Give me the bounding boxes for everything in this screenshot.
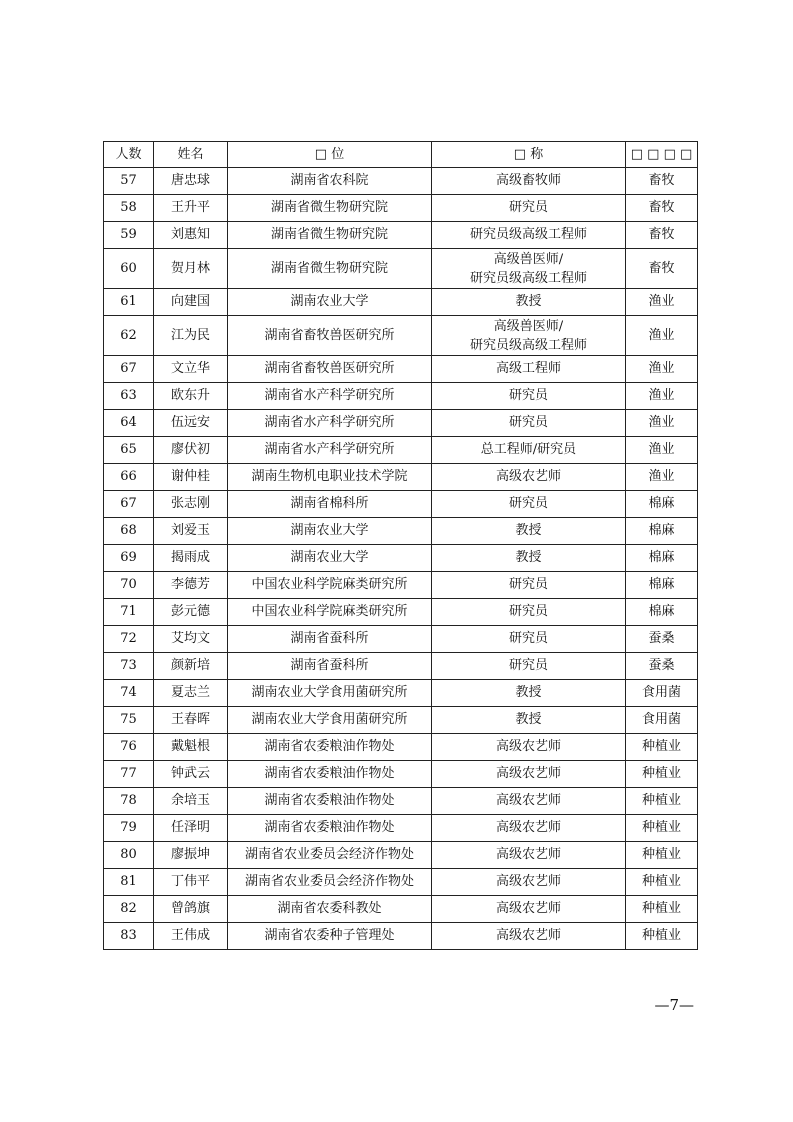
title-line: 研究员级高级工程师: [469, 270, 587, 286]
cell-field: 种植业: [626, 842, 698, 869]
table-row: [104, 222, 698, 249]
cell-count: 57: [104, 168, 154, 195]
table-row: [104, 815, 698, 842]
header-unit: □ 位: [228, 142, 432, 168]
cell-count: 67: [104, 491, 154, 518]
header-count: 人数: [104, 142, 154, 168]
cell-unit: 湖南省农委粮油作物处: [228, 761, 432, 788]
cell-field: 种植业: [626, 923, 698, 950]
cell-name: 贺月林: [154, 249, 228, 289]
cell-field: 种植业: [626, 788, 698, 815]
cell-name: 任泽明: [154, 815, 228, 842]
cell-name: 戴魁根: [154, 734, 228, 761]
table-row: [104, 599, 698, 626]
cell-title: [432, 222, 626, 249]
cell-unit: 湖南省蚕科所: [228, 653, 432, 680]
cell-field: 渔业: [626, 464, 698, 491]
table-row: [104, 707, 698, 734]
cell-count: 77: [104, 761, 154, 788]
title-line: 高级农艺师: [495, 469, 561, 484]
cell-count: 79: [104, 815, 154, 842]
cell-title: [432, 815, 626, 842]
cell-count: 59: [104, 222, 154, 249]
header-field: □ □ □ □: [626, 142, 698, 168]
cell-count: 74: [104, 680, 154, 707]
cell-field: 渔业: [626, 410, 698, 437]
table-header: [104, 142, 698, 168]
title-line: 教授: [515, 685, 542, 700]
cell-count: 82: [104, 896, 154, 923]
cell-field: 渔业: [626, 289, 698, 316]
cell-unit: 中国农业科学院麻类研究所: [228, 599, 432, 626]
cell-unit: 湖南农业大学: [228, 545, 432, 572]
cell-name: 李德芳: [154, 572, 228, 599]
cell-title: [432, 869, 626, 896]
header-title: □ 称: [432, 142, 626, 168]
cell-unit: 湖南省水产科学研究所: [228, 410, 432, 437]
table-row: [104, 869, 698, 896]
cell-title: [432, 249, 626, 289]
table-row: [104, 788, 698, 815]
cell-title: [432, 896, 626, 923]
cell-field: 棉麻: [626, 491, 698, 518]
cell-field: 食用菌: [626, 680, 698, 707]
title-line: 研究员: [508, 415, 548, 430]
cell-name: 刘爱玉: [154, 518, 228, 545]
cell-title: [432, 842, 626, 869]
cell-field: 食用菌: [626, 707, 698, 734]
table-row: [104, 410, 698, 437]
title-line: 教授: [515, 550, 542, 565]
cell-count: 83: [104, 923, 154, 950]
cell-count: 80: [104, 842, 154, 869]
cell-field: 种植业: [626, 815, 698, 842]
cell-name: 彭元德: [154, 599, 228, 626]
cell-name: 颜新培: [154, 653, 228, 680]
cell-title: [432, 437, 626, 464]
cell-unit: 湖南省水产科学研究所: [228, 383, 432, 410]
title-line: 研究员: [508, 577, 548, 592]
title-line: 研究员: [508, 496, 548, 511]
cell-unit: 湖南省农委种子管理处: [228, 923, 432, 950]
cell-title: [432, 383, 626, 410]
cell-name: 欧东升: [154, 383, 228, 410]
title-line: 高级兽医师/: [493, 251, 564, 267]
table-row: [104, 653, 698, 680]
cell-unit: 湖南省农业委员会经济作物处: [228, 869, 432, 896]
cell-name: 廖伏初: [154, 437, 228, 464]
table-row: [104, 289, 698, 316]
cell-field: 种植业: [626, 869, 698, 896]
table-row: [104, 491, 698, 518]
cell-field: 种植业: [626, 734, 698, 761]
title-line: 研究员: [508, 388, 548, 403]
cell-unit: 湖南省水产科学研究所: [228, 437, 432, 464]
cell-title: [432, 289, 626, 316]
cell-name: 丁伟平: [154, 869, 228, 896]
cell-title: [432, 707, 626, 734]
cell-name: 曾鸽旗: [154, 896, 228, 923]
cell-count: 58: [104, 195, 154, 222]
table-row: [104, 572, 698, 599]
title-line: 研究员: [508, 200, 548, 215]
cell-title: [432, 168, 626, 195]
cell-title: [432, 356, 626, 383]
cell-count: 68: [104, 518, 154, 545]
title-line: 高级农艺师: [495, 793, 561, 808]
title-line: 研究员级高级工程师: [469, 227, 587, 242]
title-line: 高级农艺师: [495, 928, 561, 943]
title-line: 高级工程师: [495, 361, 561, 376]
cell-count: 60: [104, 249, 154, 289]
cell-unit: 湖南农业大学食用菌研究所: [228, 680, 432, 707]
table-row: [104, 249, 698, 289]
cell-title: [432, 734, 626, 761]
title-line: 研究员级高级工程师: [469, 337, 587, 353]
cell-count: 81: [104, 869, 154, 896]
cell-name: 钟武云: [154, 761, 228, 788]
cell-field: 畜牧: [626, 168, 698, 195]
title-line: 研究员: [508, 604, 548, 619]
title-line: 高级农艺师: [495, 739, 561, 754]
cell-unit: 湖南省农委粮油作物处: [228, 734, 432, 761]
cell-title: [432, 195, 626, 222]
cell-name: 余培玉: [154, 788, 228, 815]
table-row: [104, 680, 698, 707]
cell-count: 75: [104, 707, 154, 734]
title-line: 研究员: [508, 631, 548, 646]
cell-title: [432, 518, 626, 545]
title-line: 研究员: [508, 658, 548, 673]
cell-unit: 湖南省农委粮油作物处: [228, 788, 432, 815]
cell-unit: 湖南农业大学食用菌研究所: [228, 707, 432, 734]
cell-title: [432, 653, 626, 680]
cell-name: 王春晖: [154, 707, 228, 734]
table-row: [104, 545, 698, 572]
cell-count: 73: [104, 653, 154, 680]
title-line: 教授: [515, 523, 542, 538]
table-row: [104, 518, 698, 545]
table-row: [104, 464, 698, 491]
cell-name: 谢仲桂: [154, 464, 228, 491]
cell-field: 畜牧: [626, 222, 698, 249]
header-name: 姓名: [154, 142, 228, 168]
cell-title: [432, 491, 626, 518]
cell-title: [432, 572, 626, 599]
title-line: 高级农艺师: [495, 847, 561, 862]
cell-name: 文立华: [154, 356, 228, 383]
cell-title: [432, 316, 626, 356]
cell-field: 棉麻: [626, 599, 698, 626]
cell-name: 刘惠知: [154, 222, 228, 249]
cell-unit: 湖南省微生物研究院: [228, 195, 432, 222]
cell-name: 艾均文: [154, 626, 228, 653]
cell-field: 种植业: [626, 896, 698, 923]
title-line: 高级农艺师: [495, 820, 561, 835]
page-number: —7—: [654, 996, 694, 1014]
title-line: 高级农艺师: [495, 901, 561, 916]
cell-count: 78: [104, 788, 154, 815]
cell-field: 棉麻: [626, 572, 698, 599]
cell-unit: 湖南农业大学: [228, 289, 432, 316]
cell-count: 71: [104, 599, 154, 626]
cell-unit: 中国农业科学院麻类研究所: [228, 572, 432, 599]
title-line: 高级农艺师: [495, 766, 561, 781]
cell-title: [432, 761, 626, 788]
cell-name: 廖振坤: [154, 842, 228, 869]
cell-unit: 湖南省农业委员会经济作物处: [228, 842, 432, 869]
cell-count: 76: [104, 734, 154, 761]
table-row: [104, 195, 698, 222]
cell-unit: 湖南省微生物研究院: [228, 249, 432, 289]
cell-field: 种植业: [626, 761, 698, 788]
title-line: 高级兽医师/: [493, 318, 564, 334]
cell-name: 揭雨成: [154, 545, 228, 572]
cell-field: 渔业: [626, 383, 698, 410]
cell-title: [432, 599, 626, 626]
cell-unit: 湖南省棉科所: [228, 491, 432, 518]
cell-count: 72: [104, 626, 154, 653]
cell-name: 张志刚: [154, 491, 228, 518]
table-row: [104, 761, 698, 788]
expert-roster-table: [103, 141, 698, 950]
cell-count: 66: [104, 464, 154, 491]
cell-field: 蚕桑: [626, 653, 698, 680]
cell-name: 夏志兰: [154, 680, 228, 707]
cell-count: 65: [104, 437, 154, 464]
cell-name: 向建国: [154, 289, 228, 316]
table-row: [104, 923, 698, 950]
cell-unit: 湖南省畜牧兽医研究所: [228, 356, 432, 383]
cell-count: 61: [104, 289, 154, 316]
cell-count: 69: [104, 545, 154, 572]
cell-name: 伍远安: [154, 410, 228, 437]
title-line: 总工程师/研究员: [480, 442, 577, 457]
cell-title: [432, 464, 626, 491]
table-row: [104, 437, 698, 464]
table-row: [104, 842, 698, 869]
cell-name: 唐忠球: [154, 168, 228, 195]
cell-unit: 湖南省微生物研究院: [228, 222, 432, 249]
cell-title: [432, 680, 626, 707]
cell-count: 67: [104, 356, 154, 383]
cell-count: 63: [104, 383, 154, 410]
title-line: 教授: [515, 294, 542, 309]
cell-field: 渔业: [626, 356, 698, 383]
cell-field: 棉麻: [626, 518, 698, 545]
cell-title: [432, 788, 626, 815]
title-line: 高级畜牧师: [495, 173, 561, 188]
cell-count: 64: [104, 410, 154, 437]
cell-field: 畜牧: [626, 195, 698, 222]
cell-name: 江为民: [154, 316, 228, 356]
cell-unit: 湖南省农委科教处: [228, 896, 432, 923]
cell-name: 王升平: [154, 195, 228, 222]
table-row: [104, 316, 698, 356]
cell-unit: 湖南省畜牧兽医研究所: [228, 316, 432, 356]
cell-field: 蚕桑: [626, 626, 698, 653]
table-row: [104, 734, 698, 761]
title-line: 高级农艺师: [495, 874, 561, 889]
cell-unit: 湖南省农科院: [228, 168, 432, 195]
cell-unit: 湖南农业大学: [228, 518, 432, 545]
table-body: [104, 168, 698, 950]
cell-count: 70: [104, 572, 154, 599]
table-row: [104, 383, 698, 410]
cell-title: [432, 410, 626, 437]
cell-field: 渔业: [626, 316, 698, 356]
cell-field: 畜牧: [626, 249, 698, 289]
cell-field: 棉麻: [626, 545, 698, 572]
cell-unit: 湖南省农委粮油作物处: [228, 815, 432, 842]
cell-title: [432, 626, 626, 653]
table-row: [104, 356, 698, 383]
header-row: [104, 142, 698, 168]
cell-title: [432, 923, 626, 950]
cell-unit: 湖南省蚕科所: [228, 626, 432, 653]
table-row: [104, 626, 698, 653]
cell-name: 王伟成: [154, 923, 228, 950]
cell-unit: 湖南生物机电职业技术学院: [228, 464, 432, 491]
cell-count: 62: [104, 316, 154, 356]
table-row: [104, 896, 698, 923]
cell-field: 渔业: [626, 437, 698, 464]
title-line: 教授: [515, 712, 542, 727]
cell-title: [432, 545, 626, 572]
table-row: [104, 168, 698, 195]
